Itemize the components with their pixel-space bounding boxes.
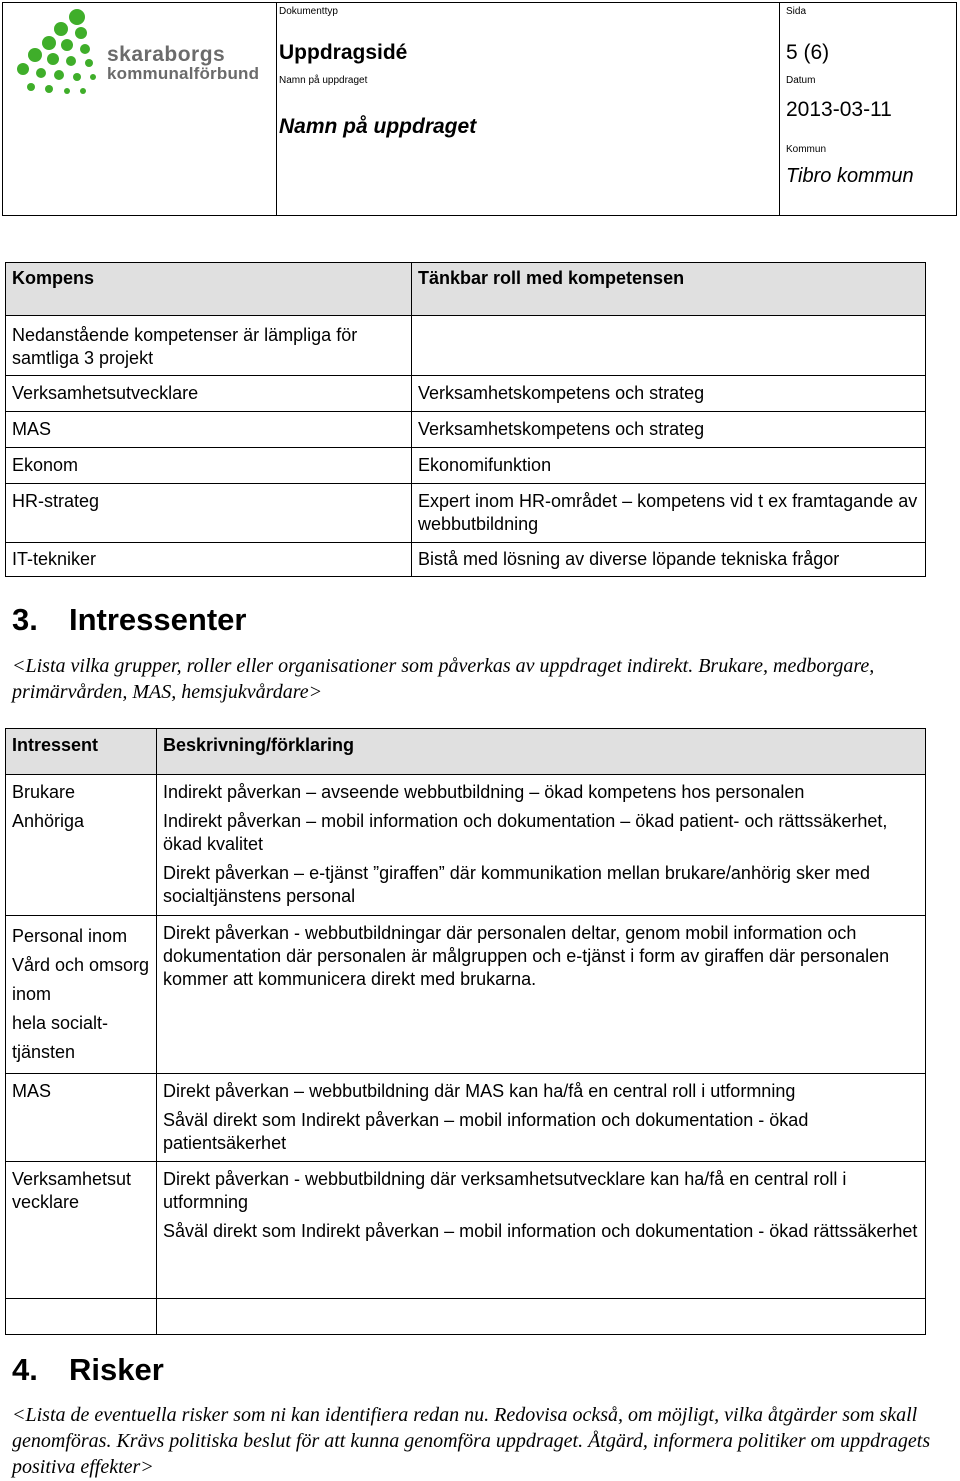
municipality-label: Kommun [786,144,827,155]
description-line: Såväl direkt som Indirekt påverkan – mobil information och dokumentation - ökad patientsäkerhet [163,1110,809,1153]
name-label: Namn på uppdraget [279,75,368,86]
stakeholder-cell [6,1162,157,1299]
stakeholder-name: Brukare [12,782,76,802]
logo-text-line2: kommunalförbund [107,64,260,83]
description-cell [157,1074,926,1162]
description-cell [157,1162,926,1299]
table-cell: Expert inom HR-området – kompetens vid t ex framtagande av webbutbildning [412,484,926,543]
section-instruction: <Lista de eventuella risker som ni kan identifiera redan nu. Redovisa också, om möjligt, vilka åtgärder som skall genomföras. Krävs politiska beslut för att kunna genomföra uppdraget. Åtgärd, informera politiker om uppdragets positiva effekter> [12,1404,931,1478]
table-cell: Ekonomifunktion [412,448,926,484]
stakeholder-name: Verksamhetsut vecklare [12,1169,132,1212]
table-cell: Verksamhetsutvecklare [6,376,412,412]
stakeholder-name: Vård och omsorg inom [12,955,150,1004]
table-cell: IT-tekniker [6,543,412,577]
municipality: Tibro kommun [786,165,914,187]
section-title: Intressenter [69,602,247,637]
table-cell: Verksamhetskompetens och strateg [412,412,926,448]
stakeholder-table [5,728,926,1335]
column-header: Kompens [6,263,412,316]
stakeholder-name: hela socialt- [12,1013,109,1033]
description-line: Såväl direkt som Indirekt påverkan – mobil information och dokumentation - ökad rättssäkerhet [163,1221,918,1241]
stakeholder-name: MAS [12,1081,52,1101]
page-label: Sida [786,6,807,17]
table-cell: Ekonom [6,448,412,484]
table-cell: HR-strateg [6,484,412,543]
section-number: 4. [12,1352,38,1387]
section-heading [12,602,246,638]
column-header: Tänkbar roll med kompetensen [412,263,926,316]
doc-type-label: Dokumenttyp [279,6,338,17]
doc-type: Uppdragsidé [279,41,408,64]
stakeholder-name: Personal inom [12,926,128,946]
header-divider [779,3,780,215]
empty-cell [412,316,926,376]
description-line: Indirekt påverkan – avseende webbutbildning – ökad kompetens hos personalen [163,782,805,802]
stakeholder-cell [6,1074,157,1162]
column-header: Intressent [6,729,157,775]
intro-cell: Nedanstående kompetenser är lämpliga för samtliga 3 projekt [6,316,412,376]
section-instruction: <Lista vilka grupper, roller eller organisationer som påverkas av uppdraget indirekt. Brukare, medborgare, primärvården, MAS, hemsjukvårdare> [12,655,875,703]
assignment-name: Namn på uppdraget [279,115,477,138]
stakeholder-name: Anhöriga [12,811,85,831]
date-label: Datum [786,75,816,86]
logo-dots-icon [9,5,109,105]
description-line: Direkt påverkan - webbutbildningar där personalen deltar, genom mobil information och dokumentation där personalen är målgruppen och e-tjänst i form av giraffen där personalen kommer att kommunicera direkt med brukarna. [163,923,890,989]
section-heading [12,1352,164,1388]
description-cell [157,775,926,916]
header-divider [276,3,277,215]
description-cell [157,916,926,1074]
table-cell: MAS [6,412,412,448]
empty-cell [157,1299,926,1335]
description-line: Indirekt påverkan – mobil information och dokumentation – ökad patient- och rättssäkerhet, ökad kvalitet [163,811,888,854]
section-number: 3. [12,602,38,637]
logo-text-line1: skaraborgs [107,43,226,66]
organization-logo [9,5,271,105]
competence-table [5,262,926,577]
table-cell: Bistå med lösning av diverse löpande tekniska frågor [412,543,926,577]
stakeholder-name: tjänsten [12,1042,76,1062]
description-line: Direkt påverkan – webbutbildning där MAS kan ha/få en central roll i utformning [163,1081,796,1101]
page-number: 5 (6) [786,41,830,64]
date: 2013-03-11 [786,98,892,121]
document-header [2,2,957,216]
table-cell: Verksamhetskompetens och strateg [412,376,926,412]
stakeholder-cell [6,916,157,1074]
section-title: Risker [69,1352,164,1387]
empty-cell [6,1299,157,1335]
stakeholder-cell [6,775,157,916]
description-line: Direkt påverkan – e-tjänst ”giraffen” där kommunikation mellan brukare/anhörig sker med socialtjänstens personal [163,863,870,906]
column-header: Beskrivning/förklaring [157,729,926,775]
description-line: Direkt påverkan - webbutbildning där verksamhetsutvecklare kan ha/få en central roll i utformning [163,1169,847,1212]
